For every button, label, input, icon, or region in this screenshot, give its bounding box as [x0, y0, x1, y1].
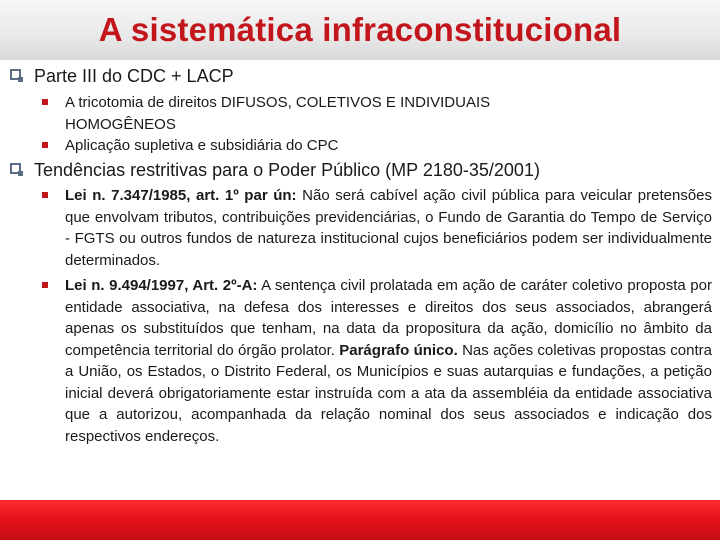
- paragraph-reference: Parágrafo único.: [339, 341, 458, 359]
- sub-bullet-text: Aplicação supletiva e subsidiária do CPC: [65, 137, 339, 154]
- sub-bullet-text: [65, 275, 712, 447]
- bullet-text: Parte III do CDC + LACP: [34, 66, 234, 86]
- sub-bullet-cpc: [42, 135, 712, 157]
- sub-bullet-lei-7347: [42, 185, 712, 271]
- square-bullet-icon: [42, 192, 48, 198]
- law-text: Não será cabível ação civil pública para veicular pretensões que envolvam tributos, contribuições previdenciárias, o Fundo de Garantia do Tempo de Serviço - FGTS ou outros fundos de natureza institucional cujos beneficiários podem ser individualmente determinados.: [65, 187, 712, 269]
- law-reference: Lei n. 7.347/1985, art. 1º par ún:: [65, 187, 297, 204]
- sub-bullet-text: A tricotomia de direitos DIFUSOS, COLETIVOS E INDIVIDUAIS HOMOGÊNEOS: [65, 94, 491, 133]
- sub-bullet-lei-9494: [42, 275, 712, 447]
- sub-bullet-text: [65, 185, 712, 271]
- square-bullet-icon: [42, 282, 48, 288]
- bullet-text: Tendências restritivas para o Poder Público (MP 2180-35/2001): [34, 160, 540, 180]
- square-bullet-icon: [42, 99, 48, 105]
- paragraph-text: Nas ações coletivas propostas contra a União, os Estados, o Distrito Federal, os Municípios e suas autarquias e fundações, a petição inicial deverá obrigatoriamente estar instruída com a ata da assembléia da entidade associativa que a autorizou, acompanhada da relação nominal dos seus associados e indicação dos respectivos endereços.: [65, 341, 712, 445]
- law-reference: Lei n. 9.494/1997, Art. 2º-A:: [65, 277, 258, 294]
- checkbox-bullet-icon: [10, 163, 21, 174]
- bottom-bar: [0, 500, 720, 540]
- law-text: A sentença civil prolatada em ação de caráter coletivo proposta por entidade associativa, na defesa dos interesses e direitos dos seus associados, abrangerá apenas os substituídos que tenham, na data da propositura da ação, domicílio no âmbito da competência territorial do órgão prolator.: [65, 277, 712, 359]
- checkbox-bullet-icon: [10, 69, 21, 80]
- sub-bullet-tricotomia: [42, 92, 602, 135]
- square-bullet-icon: [42, 142, 48, 148]
- slide-title: A sistemática infraconstitucional: [98, 11, 622, 48]
